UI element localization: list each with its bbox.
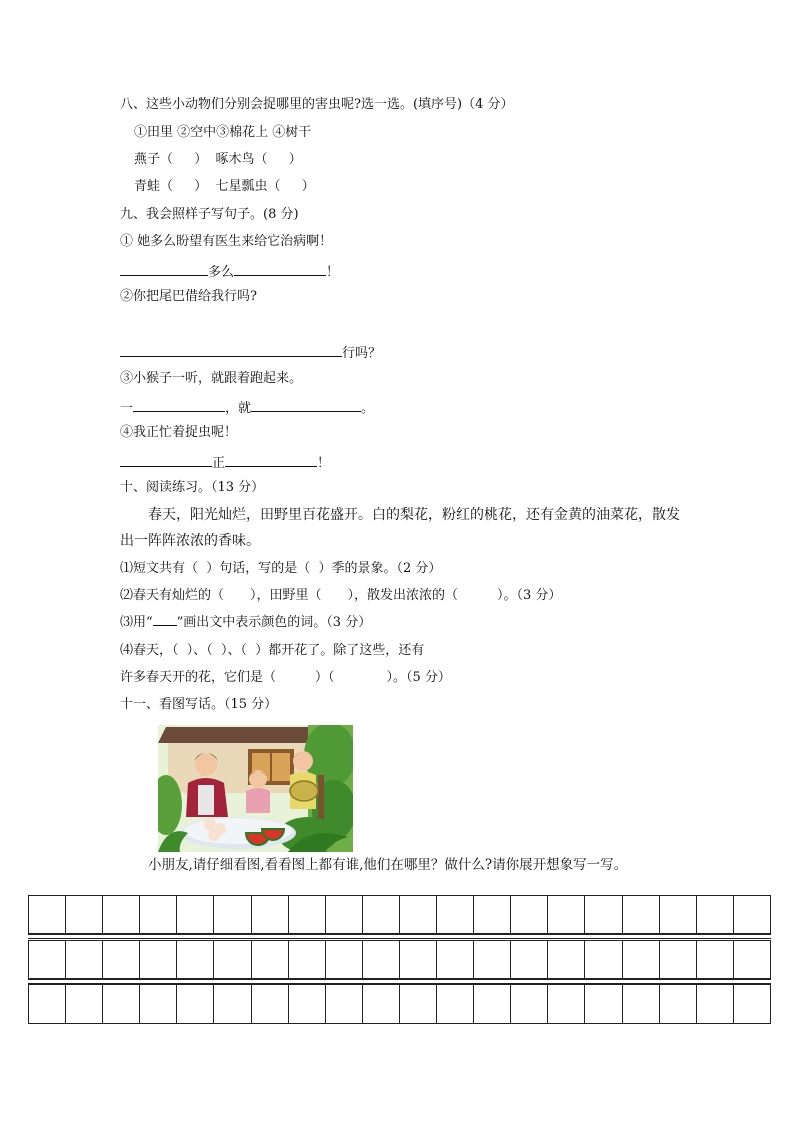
writing-grid-row-1[interactable] bbox=[28, 895, 771, 935]
q9-answer-1-end: ！ bbox=[326, 265, 340, 280]
answer-blank[interactable] bbox=[251, 397, 361, 412]
answer-blank[interactable] bbox=[120, 342, 342, 357]
q10-question-1: ⑴短文共有（ ）句话，写的是（ ）季的景象。（2 分） bbox=[120, 561, 442, 576]
writing-grid-row-2[interactable] bbox=[28, 940, 771, 980]
underline-sample bbox=[153, 614, 177, 626]
q10-passage-line-2: 出一阵阵浓浓的香味。 bbox=[120, 533, 260, 549]
q9-sentence-1: ① 她多么盼望有医生来给它治病啊！ bbox=[120, 234, 333, 249]
q10-question-2: ⑵春天有灿烂的（ ），田野里（ ），散发出浓浓的（ ）。（3 分） bbox=[120, 588, 562, 603]
q9-answer-3-end: 。 bbox=[361, 401, 375, 416]
q10-question-3-start: ⑶用“ bbox=[120, 615, 153, 630]
q9-answer-4-mid: 正 bbox=[212, 456, 226, 471]
answer-blank[interactable] bbox=[133, 397, 225, 412]
q11-prompt: 小朋友,请仔细看图,看看图上都有谁,他们在哪里？做什么?请你展开想象写一写。 bbox=[148, 857, 628, 873]
q11-title: 十一、看图写话。（15 分） bbox=[120, 697, 278, 712]
q10-question-4: ⑷春天，（ ）、（ ）、（ ）都开花了。除了这些，还有 bbox=[120, 643, 425, 658]
q10-question-3-end: ”画出文中表示颜色的词。（3 分） bbox=[176, 615, 372, 630]
answer-blank[interactable] bbox=[120, 452, 212, 467]
q10-question-3 bbox=[120, 614, 371, 632]
q10-passage-line-1: 春天，阳光灿烂，田野里百花盛开。白的梨花，粉红的桃花，还有金黄的油菜花，散发 bbox=[148, 507, 680, 523]
grid-separator bbox=[28, 933, 771, 939]
q8-row2: 青蛙（ ） 七星瓢虫（ ） bbox=[134, 179, 315, 194]
q9-answer-1 bbox=[120, 261, 339, 282]
q8-title: 八、这些小动物们分别会捉哪里的害虫呢?选一选。(填序号)（4 分） bbox=[120, 97, 514, 112]
q9-answer-1-mid: 多么 bbox=[208, 265, 235, 280]
answer-blank[interactable] bbox=[225, 452, 317, 467]
answer-blank[interactable] bbox=[120, 261, 208, 276]
q10-question-4-cont: 许多春天开的花，它们是（ ）（ ）。（5 分） bbox=[120, 670, 451, 685]
q10-title: 十、阅读练习。（13 分） bbox=[120, 480, 265, 495]
q9-answer-3-start: 一 bbox=[120, 401, 134, 416]
q8-options: ①田里 ②空中③棉花上 ④树干 bbox=[134, 125, 312, 140]
q9-answer-2-end: 行吗？ bbox=[342, 346, 382, 361]
q9-answer-4 bbox=[120, 452, 330, 473]
q9-sentence-3: ③小猴子一听，就跟着跑起来。 bbox=[120, 371, 303, 386]
q9-sentence-4: ④我正忙着捉虫呢！ bbox=[120, 425, 238, 440]
q8-row1: 燕子（ ） 啄木鸟（ ） bbox=[134, 152, 302, 167]
q9-title: 九、我会照样子写句子。(8 分) bbox=[120, 207, 299, 222]
q9-answer-3 bbox=[120, 397, 374, 418]
q9-answer-3-mid: ，就 bbox=[225, 401, 252, 416]
answer-blank[interactable] bbox=[234, 261, 326, 276]
q9-answer-4-end: ！ bbox=[317, 456, 331, 471]
family-eating-watermelon-illustration bbox=[158, 725, 353, 852]
writing-grid-row-3[interactable] bbox=[28, 984, 771, 1024]
q9-answer-2 bbox=[120, 342, 381, 363]
q9-sentence-2: ②你把尾巴借给我行吗? bbox=[120, 289, 257, 304]
